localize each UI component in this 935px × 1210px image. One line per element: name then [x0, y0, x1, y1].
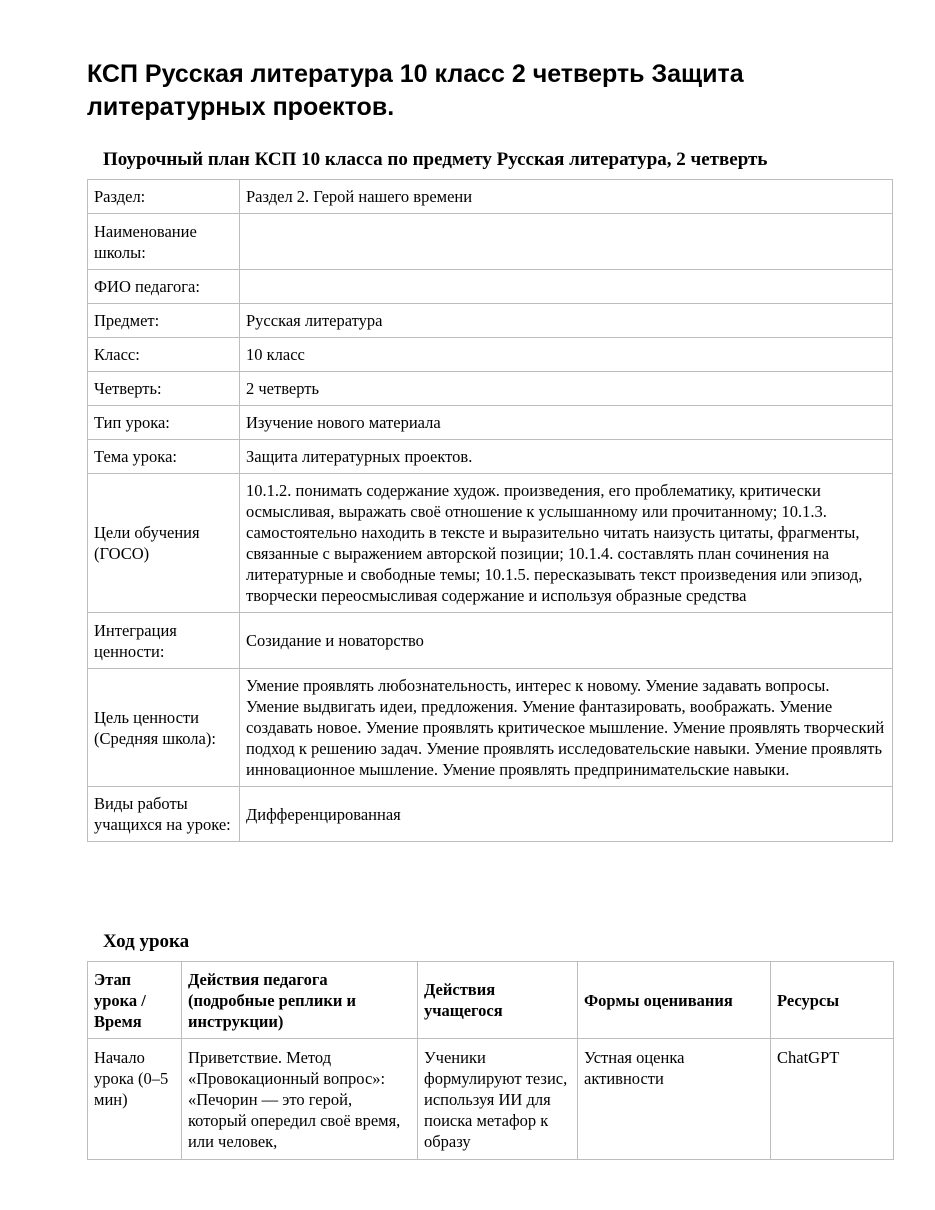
table-row — [88, 372, 893, 406]
row-label: Цели обучения (ГОСО) — [88, 474, 240, 613]
table-row — [88, 613, 893, 669]
column-header-resources: Ресурсы — [771, 962, 894, 1039]
row-value: Русская литература — [240, 304, 893, 338]
row-label: Тип урока: — [88, 406, 240, 440]
row-value: Умение проявлять любознательность, интерес к новому. Умение задавать вопросы. Умение выдвигать идеи, предложения. Умение фантазировать, воображать. Умение создавать новое. Умение проявлять критическое мышление. Умение проявлять творческий подход к решению задач. Умение проявлять исследовательские навыки. Умение проявлять инновационное мышление. Умение проявлять предпринимательские навыки. — [240, 669, 893, 787]
row-value — [240, 270, 893, 304]
lesson-heading: Ход урока — [103, 931, 190, 952]
column-header-student: Действия учащегося — [418, 962, 578, 1039]
row-label: Наименование школы: — [88, 214, 240, 270]
table-row — [88, 270, 893, 304]
row-label: Класс: — [88, 338, 240, 372]
table-row — [88, 669, 893, 787]
lesson-course-table — [87, 961, 894, 1160]
table-header-row — [88, 962, 894, 1039]
page-title: КСП Русская литература 10 класс 2 четверть Защита литературных проектов. — [87, 60, 744, 121]
table-row — [88, 338, 893, 372]
table-row — [88, 214, 893, 270]
cell-student: Ученики формулируют тезис, используя ИИ для поиска метафор к образу — [418, 1039, 578, 1160]
row-label: Предмет: — [88, 304, 240, 338]
lesson-info-table — [87, 179, 893, 842]
cell-teacher: Приветствие. Метод «Провокационный вопрос»: «Печорин — это герой, который опередил своё время, или человек, — [182, 1039, 418, 1160]
cell-assessment: Устная оценка активности — [578, 1039, 771, 1160]
row-value: 2 четверть — [240, 372, 893, 406]
column-header-stage: Этап урока / Время — [88, 962, 182, 1039]
table-row — [88, 440, 893, 474]
row-value: Изучение нового материала — [240, 406, 893, 440]
cell-resources: ChatGPT — [771, 1039, 894, 1160]
row-label: Раздел: — [88, 180, 240, 214]
table-row — [88, 180, 893, 214]
row-value: Созидание и новаторство — [240, 613, 893, 669]
table-row — [88, 787, 893, 842]
row-value: Дифференцированная — [240, 787, 893, 842]
plan-heading: Поурочный план КСП 10 класса по предмету Русская литература, 2 четверть — [103, 149, 768, 170]
cell-stage: Начало урока (0–5 мин) — [88, 1039, 182, 1160]
column-header-teacher: Действия педагога (подробные реплики и инструкции) — [182, 962, 418, 1039]
row-label: Цель ценности (Средняя школа): — [88, 669, 240, 787]
row-label: Интеграция ценности: — [88, 613, 240, 669]
column-header-assessment: Формы оценивания — [578, 962, 771, 1039]
row-label: Тема урока: — [88, 440, 240, 474]
row-label: Четверть: — [88, 372, 240, 406]
table-row — [88, 406, 893, 440]
row-value: 10 класс — [240, 338, 893, 372]
row-value: Защита литературных проектов. — [240, 440, 893, 474]
table-row — [88, 474, 893, 613]
row-value: 10.1.2. понимать содержание худож. произведения, его проблематику, критически осмысливая, выражать своё отношение к услышанному или прочитанному; 10.1.3. самостоятельно находить в тексте и выразительно читать наизусть цитаты, фрагменты, связанные с выражением авторской позиции; 10.1.4. составлять план сочинения на литературные и свободные темы; 10.1.5. пересказывать текст произведения или эпизод, творчески переосмысливая содержание и используя образные средства — [240, 474, 893, 613]
row-label: ФИО педагога: — [88, 270, 240, 304]
row-value — [240, 214, 893, 270]
row-label: Виды работы учащихся на уроке: — [88, 787, 240, 842]
table-row — [88, 1039, 894, 1160]
table-row — [88, 304, 893, 338]
row-value: Раздел 2. Герой нашего времени — [240, 180, 893, 214]
